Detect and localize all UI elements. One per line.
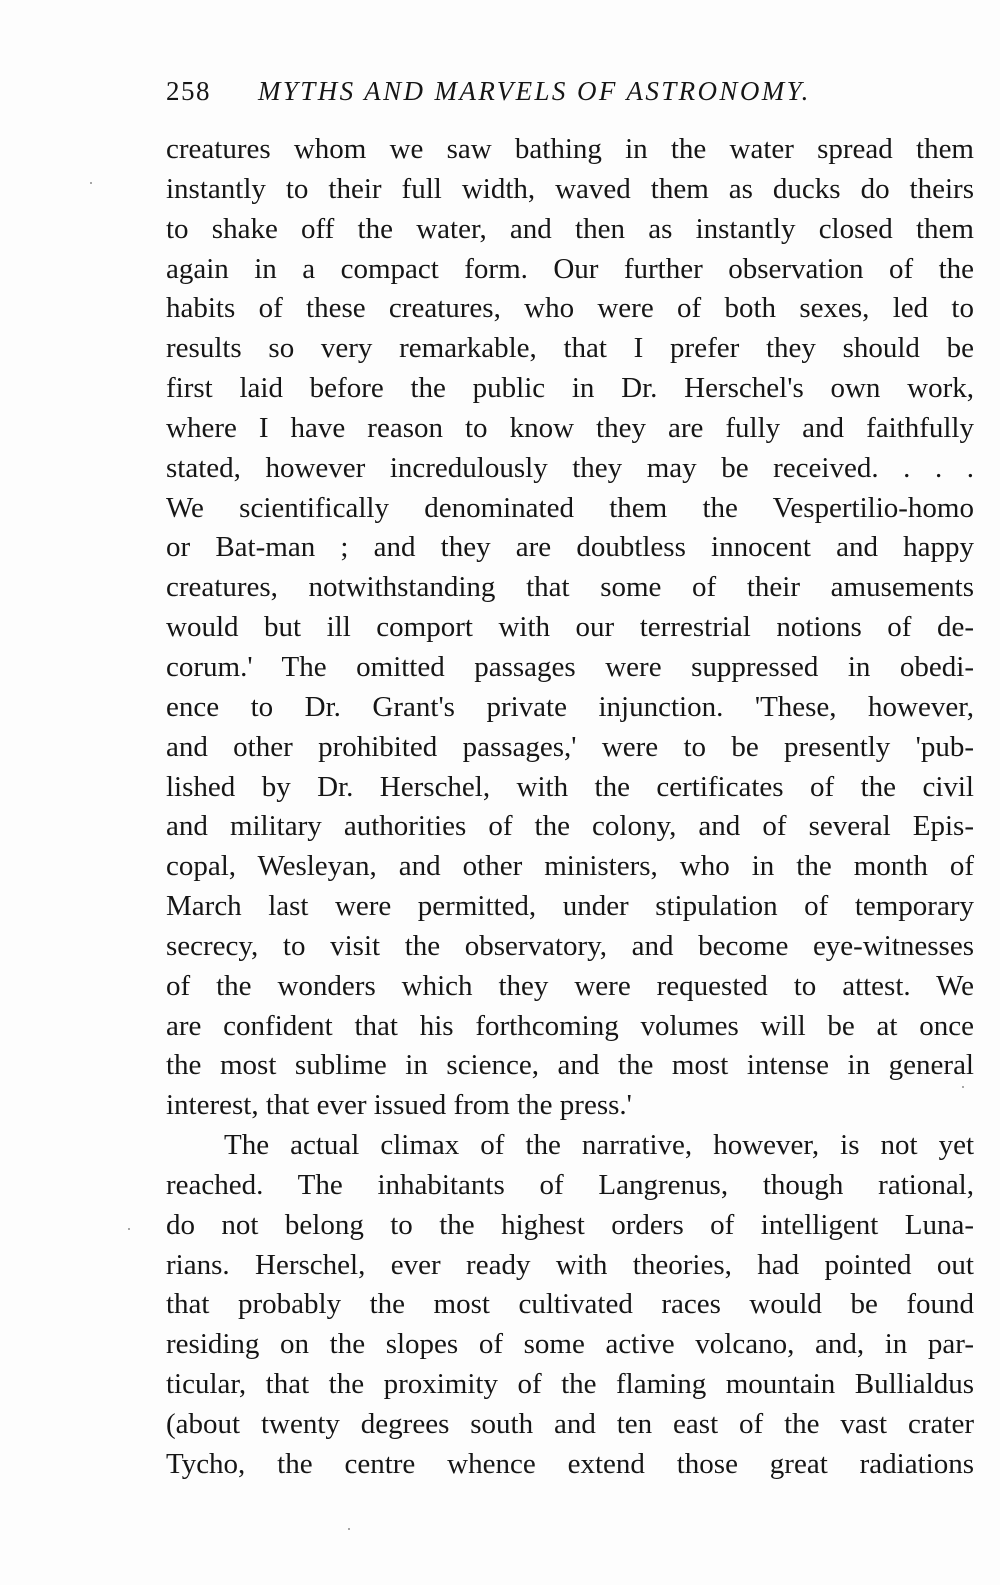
text-line: the most sublime in science, and the most intense in general [166,1049,974,1082]
text-line: results so very remarkable, that I prefer they should be [166,332,974,365]
scan-speck [348,1528,350,1530]
text-line: creatures whom we saw bathing in the water spread them [166,133,974,165]
text-line: ticular, that the proximity of the flaming mountain Bullialdus [166,1368,974,1401]
text-line: that probably the most cultivated races would be found [166,1288,974,1321]
text-line: habits of these creatures, who were of both sexes, led to [166,292,974,325]
text-line: secrecy, to visit the observatory, and become eye-witnesses [166,929,974,962]
text-line: instantly to their full width, waved them as ducks do theirs [166,172,974,205]
text-line: residing on the slopes of some active volcano, and, in par- [166,1328,974,1361]
text-line: and military authorities of the colony, and of several Epis- [166,810,974,843]
running-head: MYTHS AND MARVELS OF ASTRONOMY. [258,76,811,106]
text-line: would but ill comport with our terrestrial notions of de- [166,611,974,644]
scan-speck [90,182,92,184]
text-line: first laid before the public in Dr. Herschel's own work, [166,372,974,405]
text-line: are confident that his forthcoming volumes will be at once [166,1009,974,1042]
scan-speck [962,1086,964,1088]
paragraph-first-line: The actual climax of the narrative, however, is not yet [224,1129,974,1162]
text-line: to shake off the water, and then as instantly closed them [166,212,974,245]
scan-speck [128,1228,130,1230]
text-line: We scientifically denominated them the Vespertilio-homo [166,491,974,524]
paragraph-last-line: interest, that ever issued from the press.' [166,1089,632,1122]
text-line: corum.' The omitted passages were suppressed in obedi- [166,650,974,683]
body-text [166,130,974,1485]
text-line: where I have reason to know they are fully and faithfully [166,411,974,444]
text-line: rians. Herschel, ever ready with theories, had pointed out [166,1248,974,1281]
text-line: and other prohibited passages,' were to be presently 'pub- [166,730,974,763]
text-line: stated, however incredulously they may be received. . . . [166,451,974,484]
text-line: or Bat-man ; and they are doubtless innocent and happy [166,531,974,564]
text-line: copal, Wesleyan, and other ministers, who in the month of [166,850,974,883]
text-line: reached. The inhabitants of Langrenus, though rational, [166,1168,974,1201]
text-line: March last were permitted, under stipulation of temporary [166,890,974,923]
text-line: do not belong to the highest orders of intelligent Luna- [166,1208,974,1241]
text-line: of the wonders which they were requested to attest. We [166,969,974,1002]
text-line: creatures, notwithstanding that some of their amusements [166,571,974,604]
text-line: lished by Dr. Herschel, with the certificates of the civil [166,770,974,803]
text-line: Tycho, the centre whence extend those great radiations [166,1447,974,1480]
text-line: ence to Dr. Grant's private injunction. 'These, however, [166,690,974,723]
page-header [166,64,926,108]
page-number: 258 [166,76,211,106]
text-line: again in a compact form. Our further observation of the [166,252,974,285]
text-line: (about twenty degrees south and ten east of the vast crater [166,1408,974,1440]
